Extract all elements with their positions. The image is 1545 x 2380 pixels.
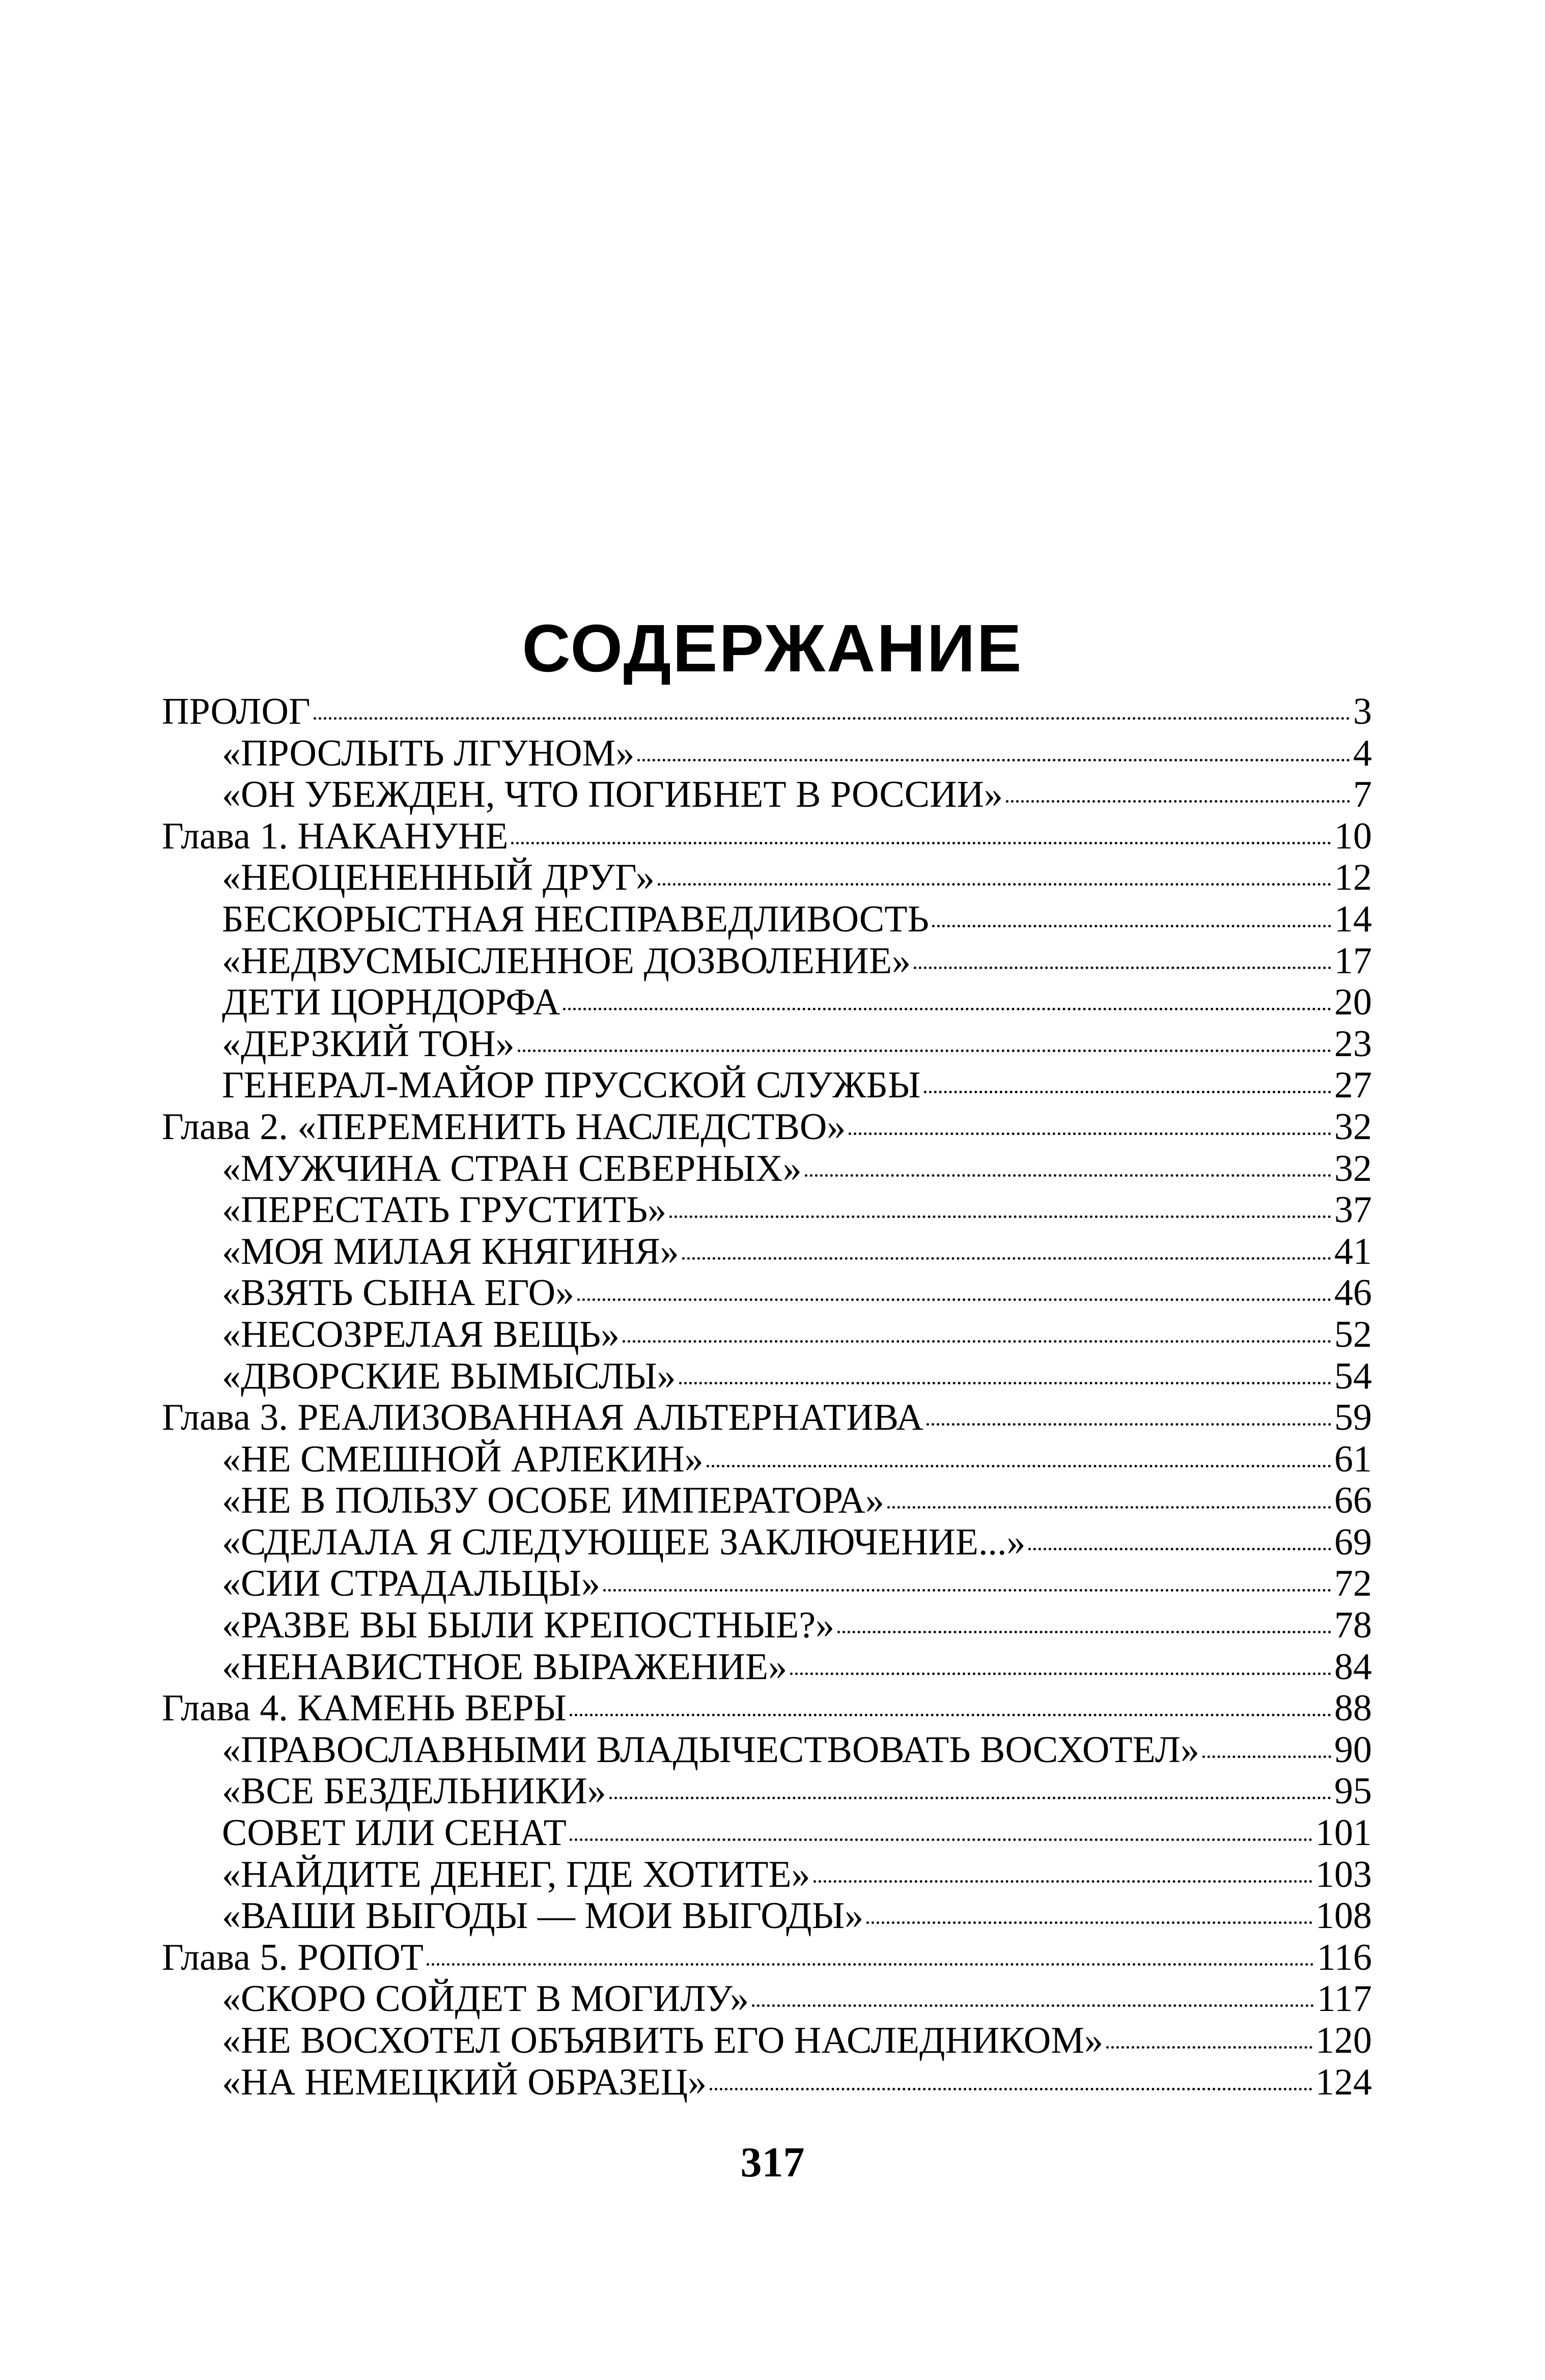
- toc-entry-page-number: 32: [1334, 1106, 1372, 1148]
- dot-leader: [679, 1382, 1331, 1384]
- toc-entry-title: «ОН УБЕЖДЕН, ЧТО ПОГИБНЕТ В РОССИИ»: [222, 774, 1003, 816]
- toc-entry-title: БЕСКОРЫСТНАЯ НЕСПРАВЕДЛИВОСТЬ: [222, 898, 929, 940]
- toc-entry-page-number: 120: [1315, 2020, 1372, 2061]
- toc-entry-title: «НЕСОЗРЕЛАЯ ВЕЩЬ»: [222, 1313, 620, 1355]
- toc-section-entry: [162, 1563, 1372, 1605]
- toc-entry-page-number: 17: [1334, 940, 1372, 982]
- toc-entry-page-number: 72: [1334, 1563, 1372, 1605]
- toc-entry-title: «МУЖЧИНА СТРАН СЕВЕРНЫХ»: [222, 1147, 802, 1189]
- toc-entry-title: ГЕНЕРАЛ-МАЙОР ПРУССКОЙ СЛУЖБЫ: [222, 1064, 921, 1107]
- dot-leader: [603, 1589, 1331, 1592]
- toc-section-entry: [162, 2020, 1372, 2062]
- toc-section-entry: [162, 1895, 1372, 1937]
- toc-entry-title: «НЕНАВИСТНОЕ ВЫРАЖЕНИЕ»: [222, 1646, 788, 1688]
- toc-entry-title: «ПРОСЛЫТЬ ЛГУНОМ»: [222, 732, 635, 774]
- toc-entry-title: «СИИ СТРАДАЛЬЦЫ»: [222, 1563, 600, 1605]
- dot-leader: [609, 1797, 1331, 1799]
- dot-leader: [518, 1050, 1331, 1052]
- toc-section-entry: [162, 1854, 1372, 1896]
- toc-section-entry: [162, 1189, 1372, 1231]
- toc-entry-title: «НЕДВУСМЫСЛЕННОЕ ДОЗВОЛЕНИЕ»: [222, 940, 911, 982]
- toc-entry-title: ДЕТИ ЦОРНДОРФА: [222, 981, 560, 1024]
- toc-section-entry: [162, 2062, 1372, 2104]
- toc-entry-title: «ПРАВОСЛАВНЫМИ ВЛАДЫЧЕСТВОВАТЬ ВОСХОТЕЛ»: [222, 1729, 1200, 1771]
- toc-entry-page-number: 59: [1334, 1397, 1372, 1439]
- dot-leader: [707, 1465, 1331, 1467]
- toc-section-entry: [162, 1314, 1372, 1356]
- toc-section-entry: [162, 982, 1372, 1024]
- toc-entry-title: «НЕОЦЕНЕННЫЙ ДРУГ»: [222, 857, 655, 899]
- toc-section-entry: [162, 899, 1372, 941]
- toc-entry-title: «ПЕРЕСТАТЬ ГРУСТИТЬ»: [222, 1189, 667, 1231]
- toc-entry-page-number: 117: [1316, 1978, 1372, 2020]
- dot-leader: [1006, 800, 1350, 803]
- toc-section-entry: [162, 1024, 1372, 1065]
- toc-section-entry: [162, 1771, 1372, 1812]
- toc-entry-page-number: 7: [1353, 774, 1372, 816]
- dot-leader: [710, 2088, 1312, 2090]
- toc-section-entry: [162, 774, 1372, 816]
- toc-entry-page-number: 10: [1334, 815, 1372, 857]
- dot-leader: [1106, 2046, 1312, 2049]
- toc-entry-title: «ВЗЯТЬ СЫНА ЕГО»: [222, 1272, 575, 1314]
- toc-section-entry: [162, 857, 1372, 899]
- dot-leader: [887, 1506, 1331, 1509]
- dot-leader: [658, 883, 1331, 886]
- toc-entry-page-number: 20: [1334, 981, 1372, 1024]
- toc-entry-page-number: 90: [1334, 1729, 1372, 1771]
- table-of-contents: [162, 691, 1372, 2103]
- dot-leader: [926, 1423, 1331, 1426]
- dot-leader: [790, 1673, 1331, 1675]
- toc-entry-page-number: 103: [1315, 1853, 1372, 1895]
- toc-entry-page-number: 84: [1334, 1646, 1372, 1688]
- dot-leader: [570, 1714, 1331, 1716]
- toc-section-entry: [162, 1065, 1372, 1107]
- toc-entry-title: Глава 4. КАМЕНЬ ВЕРЫ: [162, 1687, 567, 1730]
- toc-chapter-entry: [162, 816, 1372, 858]
- toc-entry-title: Глава 2. «ПЕРЕМЕНИТЬ НАСЛЕДСТВО»: [162, 1106, 846, 1148]
- dot-leader: [914, 967, 1331, 969]
- toc-entry-page-number: 46: [1334, 1272, 1372, 1314]
- toc-section-entry: [162, 1148, 1372, 1190]
- page-number: 317: [740, 2139, 805, 2186]
- toc-entry-page-number: 14: [1334, 898, 1372, 940]
- toc-section-entry: [162, 1231, 1372, 1273]
- dot-leader: [866, 1921, 1312, 1924]
- dot-leader: [427, 1963, 1314, 1966]
- dot-leader: [682, 1257, 1331, 1260]
- dot-leader: [570, 1838, 1312, 1841]
- toc-entry-page-number: 52: [1334, 1313, 1372, 1355]
- toc-entry-page-number: 61: [1334, 1438, 1372, 1480]
- toc-section-entry: [162, 941, 1372, 982]
- toc-section-entry: [162, 1730, 1372, 1771]
- toc-entry-page-number: 3: [1353, 691, 1372, 732]
- toc-chapter-entry: [162, 1937, 1372, 1979]
- toc-section-entry: [162, 1272, 1372, 1314]
- toc-entry-title: Глава 1. НАКАНУНЕ: [162, 815, 509, 857]
- dot-leader: [837, 1631, 1331, 1633]
- toc-entry-title: СОВЕТ ИЛИ СЕНАТ: [222, 1812, 567, 1854]
- page-title: СОДЕРЖАНИЕ: [522, 611, 1023, 686]
- toc-chapter-entry: [162, 1107, 1372, 1148]
- toc-entry-title: «ДЕРЗКИЙ ТОН»: [222, 1023, 515, 1065]
- dot-leader: [849, 1132, 1331, 1135]
- toc-entry-page-number: 41: [1334, 1230, 1372, 1272]
- toc-entry-title: «НА НЕМЕЦКИЙ ОБРАЗЕЦ»: [222, 2061, 707, 2103]
- toc-entry-title: «НЕ В ПОЛЬЗУ ОСОБЕ ИМПЕРАТОРА»: [222, 1480, 884, 1522]
- toc-section-entry: [162, 1605, 1372, 1647]
- toc-section-entry: [162, 1647, 1372, 1688]
- toc-entry-title: «МОЯ МИЛАЯ КНЯГИНЯ»: [222, 1230, 679, 1272]
- toc-entry-page-number: 116: [1316, 1936, 1372, 1978]
- toc-section-entry: [162, 1812, 1372, 1854]
- toc-entry-page-number: 101: [1315, 1812, 1372, 1854]
- toc-chapter-entry: [162, 1688, 1372, 1730]
- dot-leader: [637, 759, 1350, 761]
- toc-entry-title: «НЕ ВОСХОТЕЛ ОБЪЯВИТЬ ЕГО НАСЛЕДНИКОМ»: [222, 2020, 1104, 2061]
- toc-entry-page-number: 78: [1334, 1604, 1372, 1647]
- dot-leader: [813, 1880, 1312, 1883]
- dot-leader: [511, 842, 1331, 844]
- dot-leader: [563, 1008, 1331, 1010]
- toc-entry-title: «НЕ СМЕШНОЙ АРЛЕКИН»: [222, 1438, 704, 1480]
- toc-entry-page-number: 54: [1334, 1355, 1372, 1397]
- toc-entry-page-number: 124: [1315, 2061, 1372, 2103]
- dot-leader: [623, 1340, 1331, 1343]
- toc-entry-page-number: 66: [1334, 1480, 1372, 1522]
- dot-leader: [924, 1091, 1331, 1093]
- toc-entry-title: Глава 3. РЕАЛИЗОВАННАЯ АЛЬТЕРНАТИВА: [162, 1397, 923, 1439]
- toc-entry-page-number: 23: [1334, 1023, 1372, 1065]
- toc-entry-page-number: 37: [1334, 1189, 1372, 1231]
- dot-leader: [1202, 1755, 1331, 1758]
- toc-section-entry: [162, 733, 1372, 775]
- toc-entry-title: «ВСЕ БЕЗДЕЛЬНИКИ»: [222, 1770, 606, 1812]
- toc-chapter-entry: [162, 691, 1372, 733]
- dot-leader: [752, 2004, 1314, 2007]
- toc-section-entry: [162, 1978, 1372, 2020]
- dot-leader: [932, 925, 1331, 927]
- toc-entry-title: «ДВОРСКИЕ ВЫМЫСЛЫ»: [222, 1355, 676, 1397]
- dot-leader: [669, 1215, 1331, 1218]
- dot-leader: [805, 1174, 1331, 1177]
- dot-leader: [1028, 1548, 1331, 1550]
- toc-section-entry: [162, 1356, 1372, 1398]
- toc-entry-title: «НАЙДИТЕ ДЕНЕГ, ГДЕ ХОТИТЕ»: [222, 1853, 810, 1895]
- toc-entry-page-number: 88: [1334, 1687, 1372, 1730]
- toc-entry-title: «ВАШИ ВЫГОДЫ — МОИ ВЫГОДЫ»: [222, 1895, 864, 1937]
- toc-entry-page-number: 27: [1334, 1064, 1372, 1107]
- toc-entry-page-number: 12: [1334, 857, 1372, 899]
- toc-chapter-entry: [162, 1397, 1372, 1439]
- dot-leader: [577, 1298, 1331, 1301]
- toc-entry-page-number: 69: [1334, 1521, 1372, 1563]
- toc-section-entry: [162, 1522, 1372, 1564]
- toc-entry-page-number: 108: [1315, 1895, 1372, 1937]
- toc-entry-page-number: 4: [1353, 732, 1372, 774]
- toc-entry-title: «РАЗВЕ ВЫ БЫЛИ КРЕПОСТНЫЕ?»: [222, 1604, 835, 1647]
- toc-entry-title: ПРОЛОГ: [162, 691, 311, 732]
- toc-entry-title: «СДЕЛАЛА Я СЛЕДУЮЩЕЕ ЗАКЛЮЧЕНИЕ...»: [222, 1521, 1026, 1563]
- toc-entry-title: «СКОРО СОЙДЕТ В МОГИЛУ»: [222, 1978, 749, 2020]
- toc-entry-page-number: 95: [1334, 1770, 1372, 1812]
- toc-section-entry: [162, 1480, 1372, 1522]
- toc-entry-page-number: 32: [1334, 1147, 1372, 1189]
- toc-section-entry: [162, 1439, 1372, 1481]
- dot-leader: [314, 717, 1350, 720]
- toc-entry-title: Глава 5. РОПОТ: [162, 1936, 424, 1978]
